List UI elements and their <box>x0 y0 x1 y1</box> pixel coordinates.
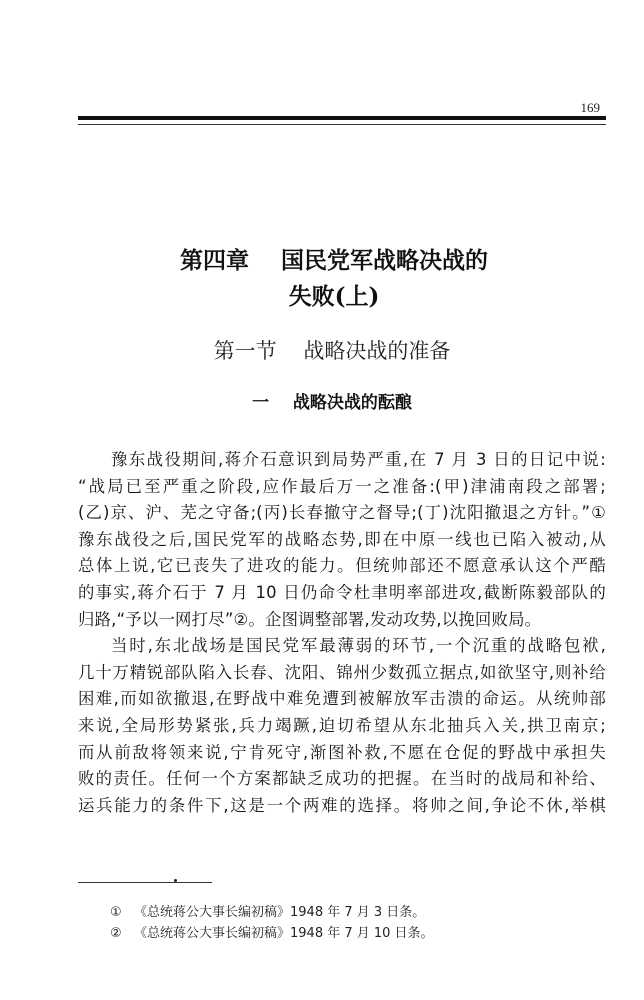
footnote-text: 《总统蒋公大事长编初稿》1948 年 7 月 10 日条。 <box>134 926 434 941</box>
section-title: 第一节 战略决战的准备 <box>213 339 451 363</box>
page-number: 169 <box>580 100 600 115</box>
header-rule-thin <box>78 124 606 125</box>
chapter-title-line-2: 失败(上) <box>288 283 380 310</box>
body-line: 困难,而如欲撤退,在野战中难免遭到被解放军击溃的命运。从统帅部 <box>78 689 606 709</box>
body-line: 运兵能力的条件下,这是一个两难的选择。将帅之间,争论不休,举棋 <box>78 795 606 815</box>
body-line: “战局已至严重之阶段,应作最后万一之准备:(甲)津浦南段之部署; <box>78 476 606 496</box>
body-line: 豫东战役之后,国民党军的战略态势,即在中原一线也已陷入被动,从 <box>78 529 606 549</box>
footnotes <box>110 902 510 944</box>
body-line: 来说,全局形势紧张,兵力竭蹶,迫切希望从东北抽兵入关,拱卫南京; <box>78 715 606 735</box>
body-line: 而从前敌将领来说,宁肯死守,渐图补救,不愿在仓促的野战中承担失 <box>78 742 606 762</box>
subsection-title: 一 战略决战的酝酿 <box>252 393 412 413</box>
chapter-title <box>0 243 644 315</box>
footnote-text: 《总统蒋公大事长编初稿》1948 年 7 月 3 日条。 <box>134 905 426 920</box>
body-line: 总体上说,它已丧失了进攻的能力。但统帅部还不愿意承认这个严酷 <box>78 556 606 576</box>
body-line: (乙)京、沪、芜之守备;(丙)长春撤守之督导;(丁)沈阳撤退之方针。”① <box>78 503 606 523</box>
footnote-1 <box>110 902 510 923</box>
body-line: 的事实,蒋介石于 7 月 10 日仍命令杜聿明率部进攻,截断陈毅部队的 <box>78 582 606 602</box>
footnote-marker: ② <box>110 926 122 941</box>
footnote-2 <box>110 923 510 944</box>
body-line: 归路,“予以一网打尽”②。企图调整部署,发动攻势,以挽回败局。 <box>78 609 542 629</box>
footnote-marker: ① <box>110 905 122 920</box>
chapter-title-line-1: 第四章 国民党军战略决战的 <box>179 247 489 274</box>
body-line: 当时,东北战场是国民党军最薄弱的环节,一个沉重的战略包袱, <box>111 636 606 656</box>
body-line: 豫东战役期间,蒋介石意识到局势严重,在 7 月 3 日的日记中说: <box>111 450 606 469</box>
header-rule-thick <box>78 116 606 120</box>
body-text <box>78 447 606 819</box>
footnote-rule <box>78 882 212 883</box>
footnote-rule-dot <box>174 879 177 882</box>
body-line: 几十万精锐部队陷入长春、沈阳、锦州少数孤立据点,如欲坚守,则补给 <box>78 662 606 682</box>
body-line: 败的责任。任何一个方案都缺乏成功的把握。在当时的战局和补给、 <box>78 769 606 789</box>
